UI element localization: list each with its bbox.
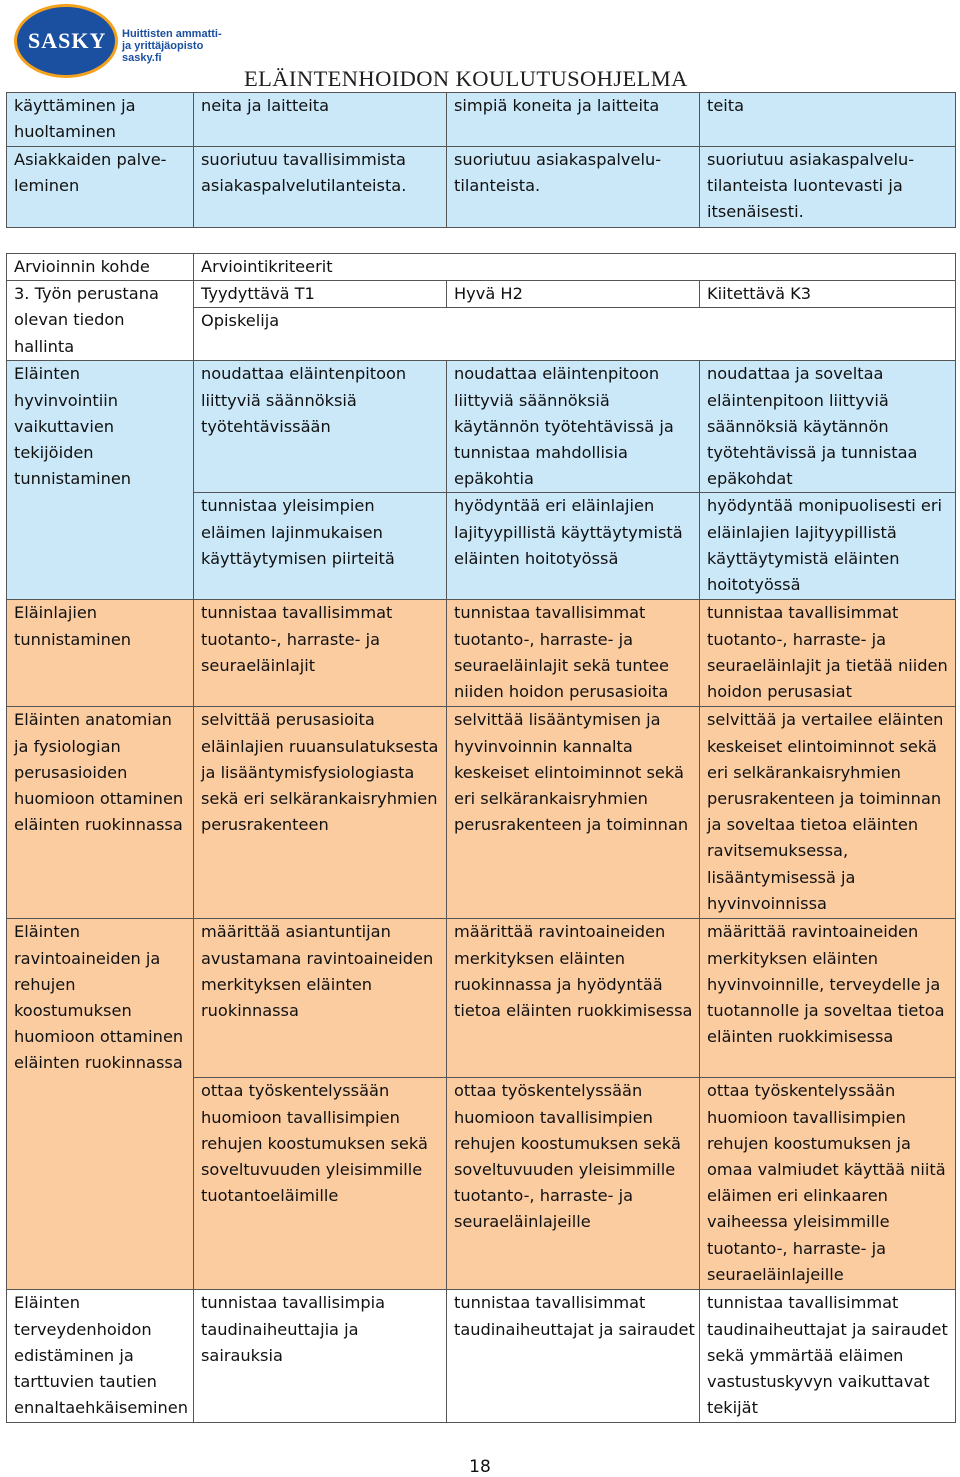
table-cell: suoriutuu asiakaspalvelu-tilanteista. [447,147,700,228]
assessment-target-header: Arvioinnin kohde [7,254,194,281]
criterion-h2: noudattaa eläintenpitoon liittyviä säännöksiä käytännön työtehtävissä ja tunnistaa mahdollisia epäkohtia [447,361,700,493]
criterion-t1: tunnistaa tavallisimpia taudinaiheuttajia ja sairauksia [194,1290,447,1423]
logo-wordmark: SASKY [28,28,107,53]
criterion-k3: selvittää ja vertailee eläinten keskeiset elintoiminnot sekä eri selkärankaisryhmien perusrakenteen ja toiminnan ja soveltaa tietoa eläinten ravitsemuksessa, lisääntymisessä ja hyvinvoinnissa [700,707,956,919]
table-cell: simpiä koneita ja laitteita [447,93,700,147]
table-row [7,361,956,493]
assessment-target: Eläinten hyvinvointiin vaikuttavien tekijöiden tunnistaminen [7,361,194,600]
criterion-t1: ottaa työskentelyssään huomioon tavallisimpien rehujen koostumuksen sekä soveltuvuuden yleisimmille tuotantoeläimille [194,1078,447,1290]
logo-tagline-line1: Huittisten ammatti- [122,28,222,40]
table-cell: teita [700,93,956,147]
criterion-k3: määrittää ravintoaineiden merkityksen eläinten hyvinvoinnille, terveydelle ja tuotannolle ja soveltaa tietoa eläinten ruokkimisessa [700,919,956,1078]
document-title: ELÄINTENHOIDON KOULUTUSOHJELMA [244,66,688,91]
grade-k3-header: Kiitettävä K3 [700,281,956,308]
criterion-k3: hyödyntää monipuolisesti eri eläinlajien lajityypillistä käyttäytymistä eläinten hoitotyössä [700,493,956,600]
criterion-k3: ottaa työskentelyssään huomioon tavallisimpien rehujen koostumuksen ja omaa valmiudet käyttää niitä eläimen eri elinkaaren vaiheessa yleisimmille tuotanto-, harraste- ja seuraeläinlajeille [700,1078,956,1290]
table-cell: suoriutuu tavallisimmista asiakaspalvelutilanteista. [194,147,447,228]
page-number: 18 [469,1457,491,1477]
table-row [7,1290,956,1423]
logo-tagline [122,28,252,64]
criterion-h2: tunnistaa tavallisimmat tuotanto-, harraste- ja seuraeläinlajit sekä tuntee niiden hoidon perusasioita [447,600,700,707]
assessment-target: Eläinten terveydenhoidon edistäminen ja tarttuvien tautien ennaltaehkäiseminen [7,1290,194,1423]
grade-row [7,281,956,308]
criterion-t1: tunnistaa yleisimpien eläimen lajinmukaisen käyttäytymisen piirteitä [194,493,447,600]
criterion-k3: tunnistaa tavallisimmat taudinaiheuttajat ja sairaudet sekä ymmärtää eläimen vastustuskyvyn vaikuttavat tekijät [700,1290,956,1423]
logo-tagline-line3: sasky.fi [122,52,162,64]
criterion-t1: selvittää perusasioita eläinlajien ruuansulatuksesta ja lisääntymisfysiologiasta sekä eri selkärankaisryhmien perusrakenteen [194,707,447,919]
table-row [7,93,956,147]
table-cell: Asiakkaiden palve-leminen [7,147,194,228]
criterion-h2: määrittää ravintoaineiden merkityksen eläinten ruokinnassa ja hyödyntää tietoa eläinten ruokkimisessa [447,919,700,1078]
criterion-t1: määrittää asiantuntijan avustamana ravintoaineiden merkityksen eläinten ruokinnassa [194,919,447,1078]
table-cell: suoriutuu asiakaspalvelu-tilanteista luontevasti ja itsenäisesti. [700,147,956,228]
assessment-criteria-table [6,253,956,1423]
table-row [7,147,956,228]
criterion-h2: selvittää lisääntymisen ja hyvinvoinnin kannalta keskeiset elintoiminnot sekä eri selkärankaisryhmien perusrakenteen ja toiminnan [447,707,700,919]
grade-t1-header: Tyydyttävä T1 [194,281,447,308]
criterion-k3: noudattaa ja soveltaa eläintenpitoon liittyviä säännöksiä käytännön työtehtävissä ja tunnistaa epäkohdat [700,361,956,493]
table-cell: neita ja laitteita [194,93,447,147]
criterion-h2: tunnistaa tavallisimmat taudinaiheuttajat ja sairaudet [447,1290,700,1423]
section-title: 3. Työn perustana olevan tiedon hallinta [7,281,194,361]
table-row [7,919,956,1078]
top-criteria-table [6,92,956,228]
student-label: Opiskelija [194,308,956,361]
table-header-row [7,254,956,281]
table-row [7,707,956,919]
grade-h2-header: Hyvä H2 [447,281,700,308]
table-row [7,600,956,707]
table-cell: käyttäminen ja huoltaminen [7,93,194,147]
criterion-t1: tunnistaa tavallisimmat tuotanto-, harraste- ja seuraeläinlajit [194,600,447,707]
assessment-target: Eläinten ravintoaineiden ja rehujen koostumuksen huomioon ottaminen eläinten ruokinnassa [7,919,194,1290]
criterion-h2: hyödyntää eri eläinlajien lajityypillistä käyttäytymistä eläinten hoitotyössä [447,493,700,600]
assessment-target: Eläinlajien tunnistaminen [7,600,194,707]
criterion-t1: noudattaa eläintenpitoon liittyviä säännöksiä työtehtävissään [194,361,447,493]
sasky-logo [14,2,244,84]
assessment-target: Eläinten anatomian ja fysiologian perusasioiden huomioon ottaminen eläinten ruokinnassa [7,707,194,919]
criterion-k3: tunnistaa tavallisimmat tuotanto-, harraste- ja seuraeläinlajit ja tietää niiden hoidon perusasiat [700,600,956,707]
page-header [0,0,960,92]
logo-tagline-line2: ja yrittäjäopisto [122,40,204,52]
criterion-h2: ottaa työskentelyssään huomioon tavallisimpien rehujen koostumuksen sekä soveltuvuuden yleisimmille tuotanto-, harraste- ja seuraeläinlajeille [447,1078,700,1290]
criteria-header: Arviointikriteerit [194,254,956,281]
